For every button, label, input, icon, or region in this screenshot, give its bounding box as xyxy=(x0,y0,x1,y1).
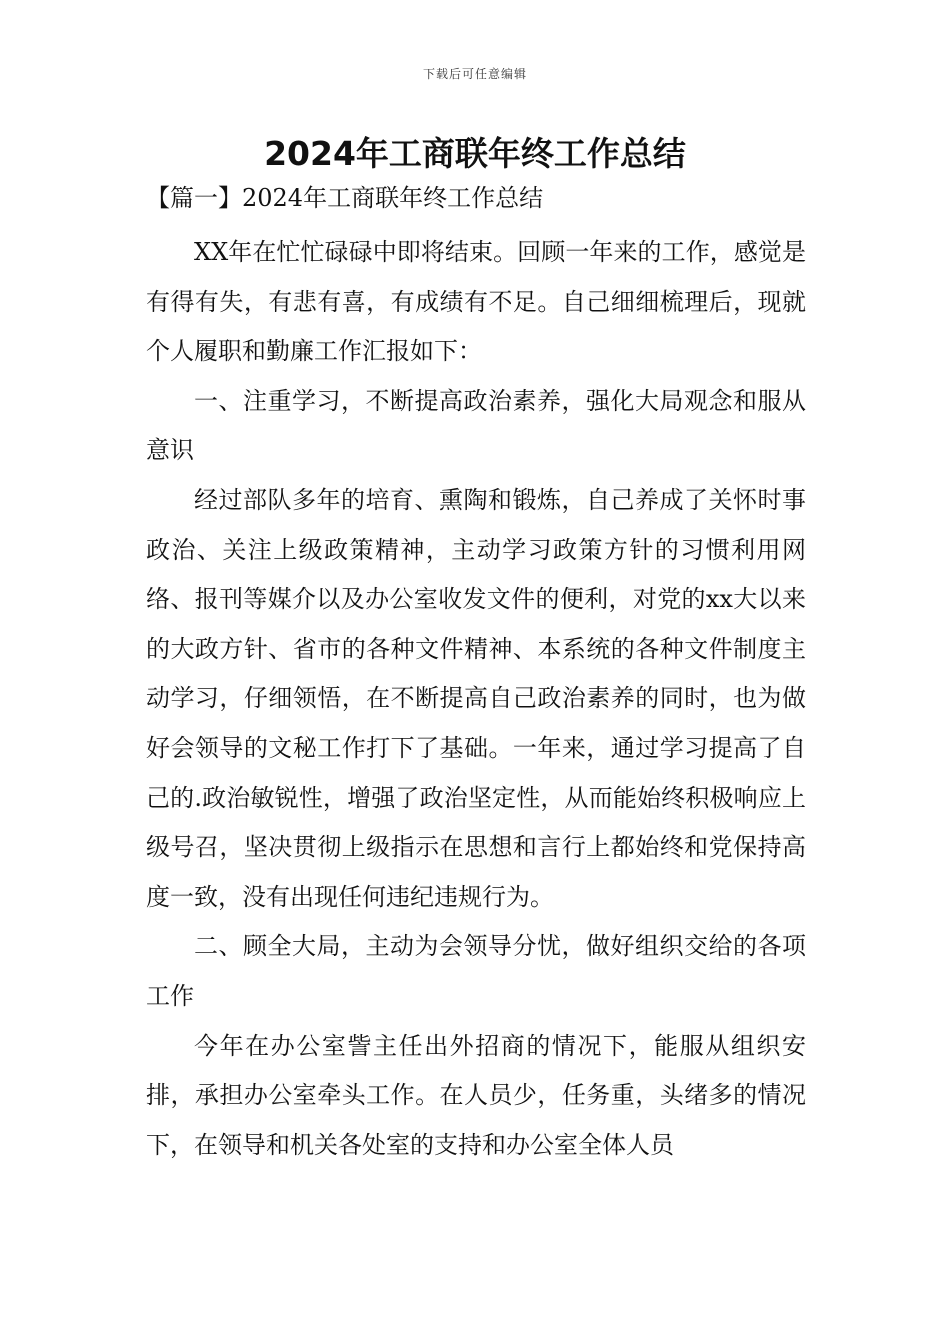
document-title: 2024年工商联年终工作总结 xyxy=(264,134,686,173)
paragraph-intro: XX年在忙忙碌碌中即将结束。回顾一年来的工作，感觉是有得有失，有悲有喜，有成绩有不足。自己细细梳理后，现就个人履职和勤廉工作汇报如下： xyxy=(146,238,806,366)
paragraph-office-work: 今年在办公室訾主任出外招商的情况下，能服从组织安排，承担办公室牵头工作。在人员少，任务重，头绪多的情况下，在领导和机关各处室的支持和办公室全体人员 xyxy=(146,1031,806,1159)
header-note: 下载后可任意编辑 xyxy=(422,67,527,81)
paragraph-heading-one: 一、注重学习，不断提高政治素养，强化大局观念和服从意识 xyxy=(146,386,806,465)
paragraph-heading-two: 二、顾全大局，主动为会领导分忧，做好组织交给的各项工作 xyxy=(146,932,806,1010)
paragraph-study: 经过部队多年的培育、熏陶和锻炼，自己养成了关怀时事政治、关注上级政策精神，主动学习政策方针的习惯利用网络、报刊等媒介以及办公室收发文件的便利，对党的xx大以来的大政方针、省市的各种文件精神、本系统的各种文件制度主动学习，仔细领悟，在不断提高自己政治素养的同时，也为做好会领导的文秘工作打下了基础。一年来，通过学习提高了自己的.政治敏锐性，增强了政治坚定性，从而能始终积极响应上级号召，坚决贯彻上级指示在思想和言行上都始终和党保持高度一致，没有出现任何违纪违规行为。 xyxy=(146,485,806,911)
document-body xyxy=(146,228,806,1170)
section-heading: 【篇一】2024年工商联年终工作总结 xyxy=(146,184,544,212)
